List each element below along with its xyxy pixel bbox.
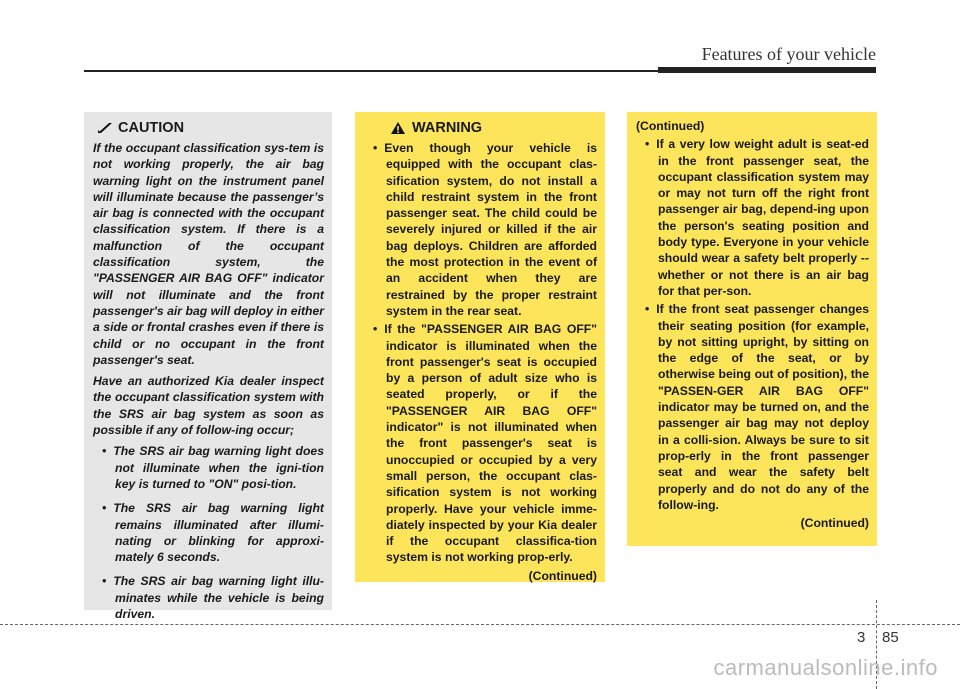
continued-top-label: (Continued) — [636, 119, 705, 133]
caution-paragraph: If the occupant classification sys-tem is not working properly, the air bag warning light on the instrument panel will illuminate because the passenger’s air bag is connected with the occupant classification system. If there is a malfunction of the occupant classification system, the "PASSENGER AIR BAG OFF" indicator will not illuminate and the front passenger's air bag will deploy in either a side or frontal crashes even if there is child or no occupant in the front passenger's seat. — [93, 141, 324, 367]
caution-box — [84, 112, 332, 622]
caution-list — [93, 443, 324, 622]
section-title: Features of your vehicle — [701, 44, 876, 64]
caution-list-item: • The SRS air bag warning light illu-minates while the vehicle is being driven. — [93, 573, 324, 622]
caution-list-item: • The SRS air bag warning light does not illuminate when the igni-tion key is turned to "ON" posi-tion. — [93, 443, 324, 492]
warning-heading — [364, 118, 597, 138]
warning-list-item: • Even though your vehicle is equipped with the occupant clas-sification system, do not install a child restraint system in the front passenger seat. The child could be severely injured or killed if the air bag deploys. Children are afforded the most protection in the event of an accident when they are restrained by the proper restraint system in the rear seat. — [364, 140, 597, 319]
caution-title: CAUTION — [118, 120, 185, 136]
caution-paragraph: Have an authorized Kia dealer inspect the occupant classification system with the SRS air bag system as soon as possible if any of follow-ing occur; — [93, 374, 324, 438]
header-rule-accent — [658, 67, 876, 73]
continued-list-item: • If a very low weight adult is seat-ed in the front passenger seat, the occupant classification system may or may not turn off the right front passenger air bag, depend-ing upon the person's seating position and body type. Everyone in your vehicle should wear a safety belt properly -- whether or not there is an air bag for that per-son. — [636, 136, 869, 299]
warning-list — [364, 140, 597, 566]
page-number: 85 — [882, 629, 899, 646]
caution-heading — [93, 118, 324, 138]
continued-label: (Continued) — [800, 516, 869, 531]
warning-triangle-icon — [390, 121, 406, 135]
caution-list-item: • The SRS air bag warning light remains illuminated after illumi-nating or blinking for approxi-mately 6 seconds. — [93, 500, 324, 565]
footer-rule — [0, 624, 960, 625]
warning-box — [355, 112, 605, 582]
warning-list-item: • If the "PASSENGER AIR BAG OFF" indicator is illuminated when the front passenger's seat is occupied by a person of adult size who is seated properly, or if the "PASSENGER AIR BAG OFF" indicator" is not illuminated when the front passenger's seat is unoccupied or occupied by a very small person, the occupant clas-sification system is not working properly. Have your vehicle imme-diately inspected by your Kia dealer if the occupant classifica-tion system is not working prop-erly. — [364, 321, 597, 565]
warning-continued-box — [627, 112, 877, 546]
continued-list-item: • If the front seat passenger changes their seating position (for example, by not sitting upright, by sitting on the edge of the seat, or by otherwise being out of position), the "PASSEN-GER AIR BAG OFF" indicator may be turned on, and the passenger air bag may not deploy in a colli-sion. Always be sure to sit prop-erly in the front passenger seat and wear the safety belt properly and do not do any of the follow-ing. — [636, 301, 869, 513]
continued-list — [636, 136, 869, 513]
watermark: carmanualsonline.info — [713, 655, 938, 680]
pencil-icon — [97, 122, 113, 134]
chapter-number: 3 — [857, 629, 866, 646]
continued-label: (Continued) — [528, 568, 597, 583]
warning-title: WARNING — [412, 120, 483, 136]
